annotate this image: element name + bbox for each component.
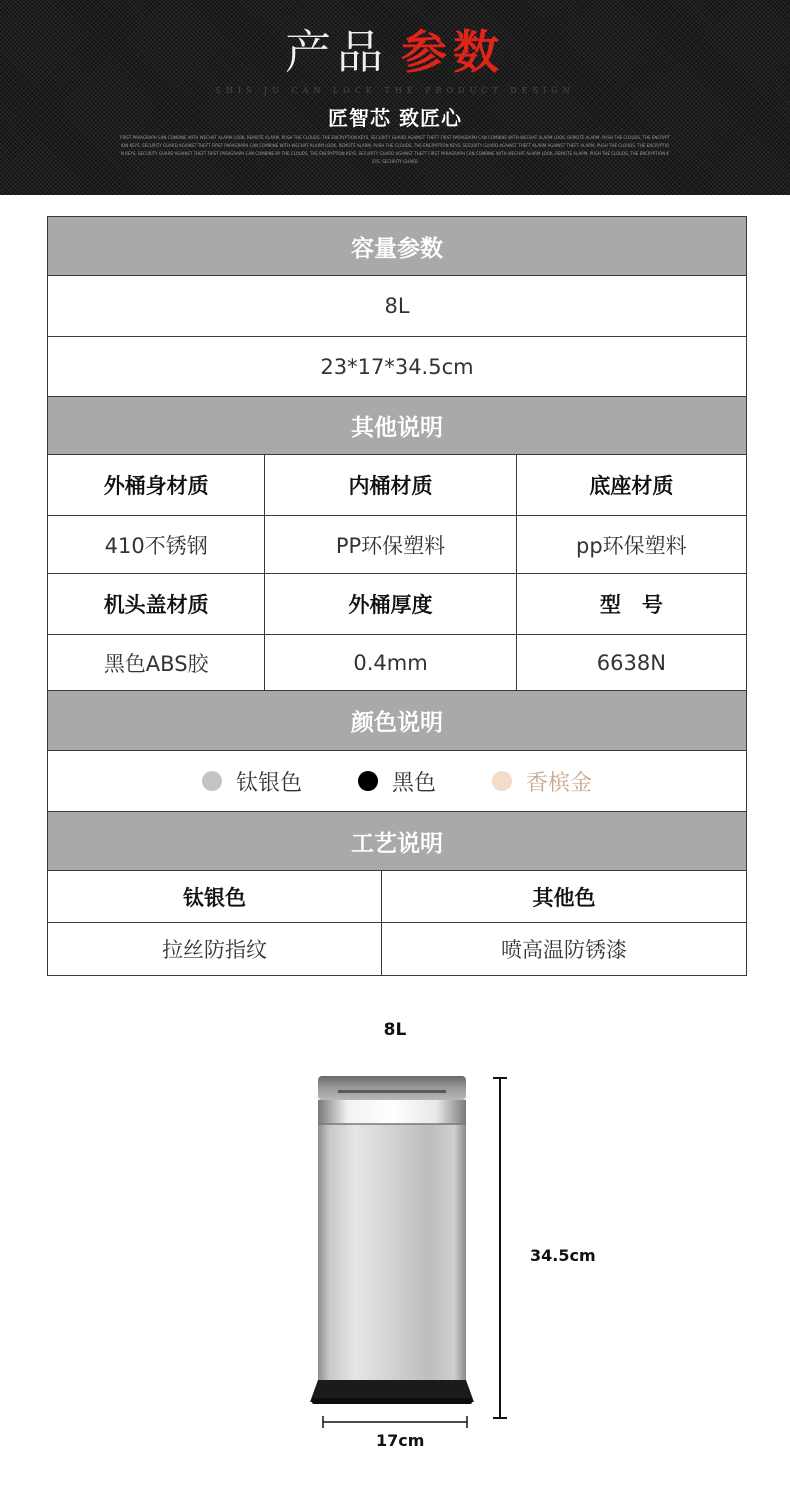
other-labels-row-2 [48, 574, 746, 635]
header-banner [0, 0, 790, 195]
color-name-black: 黑色 [391, 770, 436, 796]
craft-header: 工艺说明 [48, 812, 746, 870]
silver-dot-icon [202, 771, 222, 791]
banner-title [0, 22, 790, 82]
capacity-header-row [48, 217, 746, 276]
craft-labels-row [48, 871, 746, 923]
banner-title-accent: 参数 [401, 25, 505, 79]
color-option-black [358, 766, 436, 797]
product-capacity-label: 8L [383, 1020, 407, 1040]
craft-values-row [48, 923, 746, 975]
label-model: 型 号 [599, 593, 663, 617]
banner-subtitle: 匠智芯 致匠心 [328, 106, 462, 130]
value-outer-material: 410不锈钢 [48, 516, 265, 573]
color-option-champagne [492, 766, 592, 797]
can-body [318, 1124, 466, 1382]
banner-fine-print: FIRST PARAGRAPH CAN COMBINE WITH WECHAT ALARM LOOK, REMOTE ALARM, PUSH THE CLOUDS, THE ENCRYPTION KEYS, SECURITY GUARD AGAINST THEFT FIRST PARAGRAPH CAN COMBINE WITH WECHAT ALARM LOOK, REMOTE ALARM, PUSH THE CLOUDS, THE ENCRYPTION KEYS, SECURITY GUARD AGAINST THEFT FIRST PARAGRAPH CAN COMBINE WITH WECHAT ALARM LOOK, REMOTE ALARM, PUSH THE CLOUDS, THE ENCRYPTION KEYS, SECURITY GUARD AGAINST THEFT ALARM AGAINST THEFT ALARM, PUSH THE CLOUDS, THE ENCRYPTION KEYS, SECURITY GUARD AGAINST THEFT FIRST PARAGRAPH CAN COMBINE BY THE CLOUDS, THE ENCRYPTION KEYS, SECURITY GUARD AGAINST THEFT FIRST PARAGRAPH CAN COMBINE WITH WECHAT ALARM LOOK, REMOTE ALARM, PUSH THE CLOUDS, THE ENCRYPTION KEYS, SECURITY GUARD [120, 135, 670, 164]
color-name-silver: 钛银色 [235, 770, 302, 796]
craft-value-silver: 拉丝防指纹 [48, 923, 382, 975]
capacity-size-row [48, 337, 746, 397]
value-thickness: 0.4mm [265, 635, 516, 690]
color-name-champagne: 香槟金 [526, 770, 593, 796]
label-inner-material: 内桶材质 [265, 455, 516, 515]
can-lid [318, 1076, 466, 1100]
color-option-silver [202, 766, 302, 797]
craft-label-other: 其他色 [532, 885, 596, 910]
champagne-dot-icon [492, 771, 512, 791]
capacity-size: 23*17*34.5cm [320, 354, 474, 379]
other-values-row-2 [48, 635, 746, 691]
can-band [318, 1100, 466, 1124]
value-inner-material: PP环保塑料 [265, 516, 516, 573]
capacity-header: 容量参数 [48, 217, 746, 275]
black-dot-icon [358, 771, 378, 791]
value-lid-material: 黑色ABS胶 [48, 635, 265, 690]
other-header: 其他说明 [48, 397, 746, 454]
colors-header: 颜色说明 [48, 691, 746, 750]
banner-english: SHIS JU CAN LOCK THE PRODUCT DESIGN [215, 86, 575, 95]
color-options [48, 751, 746, 811]
label-base-material: 底座材质 [589, 474, 674, 498]
colors-row [48, 751, 746, 812]
label-outer-material: 外桶身材质 [48, 455, 265, 515]
capacity-volume: 8L [384, 294, 410, 318]
craft-value-other: 喷高温防锈漆 [501, 938, 628, 962]
height-dimension-label: 34.5cm [530, 1246, 596, 1265]
trash-can-illustration [0, 1060, 790, 1460]
width-dimension-label: 17cm [376, 1431, 425, 1450]
other-values-row-1 [48, 516, 746, 574]
label-thickness: 外桶厚度 [265, 574, 516, 634]
other-labels-row-1 [48, 455, 746, 516]
value-base-material: pp环保塑料 [575, 533, 687, 558]
craft-label-silver: 钛银色 [48, 871, 382, 922]
banner-title-main: 产品 [285, 25, 389, 79]
other-header-row [48, 397, 746, 455]
spec-table [47, 216, 747, 976]
colors-header-row [48, 691, 746, 751]
label-lid-material: 机头盖材质 [48, 574, 265, 634]
capacity-volume-row [48, 276, 746, 337]
craft-header-row [48, 812, 746, 871]
value-model: 6638N [596, 650, 666, 675]
